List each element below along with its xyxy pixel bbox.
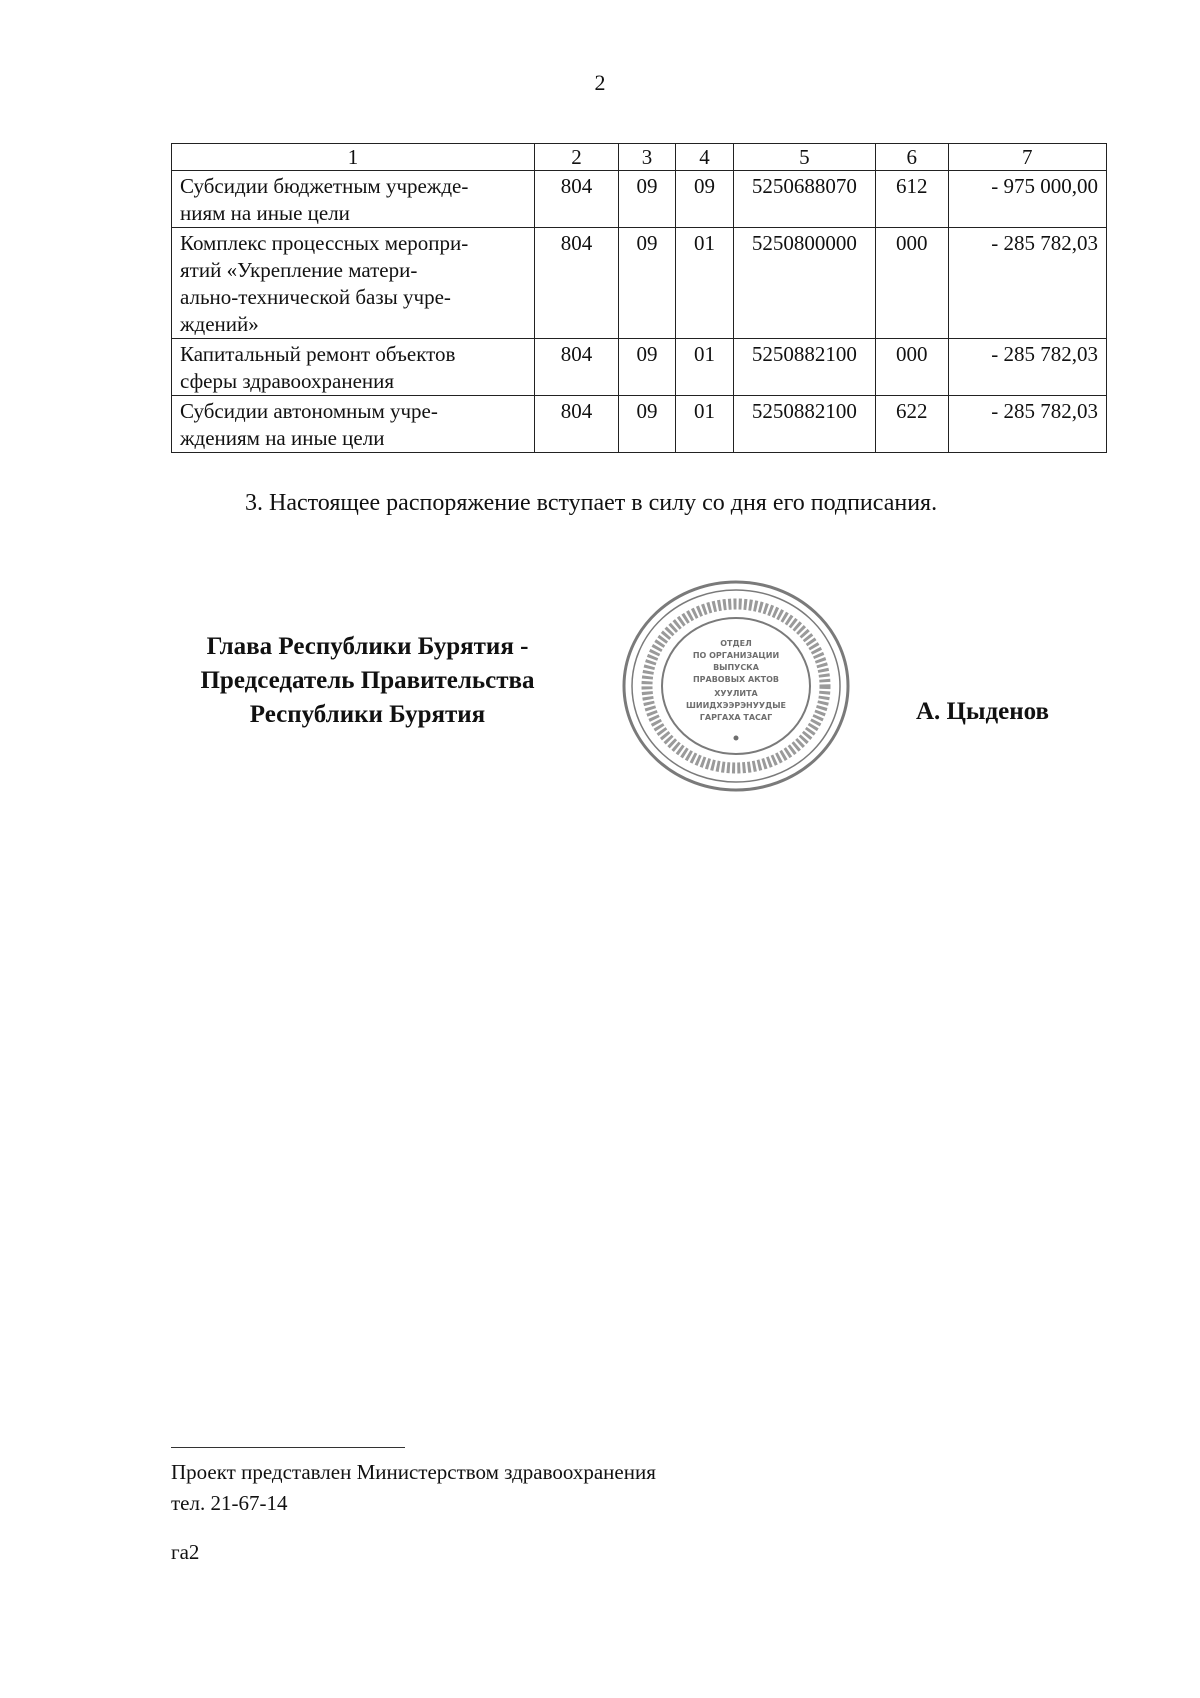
row-cell-3: 09 bbox=[618, 228, 675, 339]
table-header-row bbox=[172, 144, 1107, 171]
table-row bbox=[172, 171, 1107, 228]
row-name-line: ятий «Укрепление матери- bbox=[180, 258, 418, 282]
row-cell-6: 622 bbox=[875, 396, 948, 453]
stamp-line: ГАРГАХА ТАСАГ bbox=[699, 713, 773, 722]
official-seal-stamp bbox=[620, 578, 852, 794]
header-col-3: 3 bbox=[618, 144, 675, 171]
stamp-line: ПО ОРГАНИЗАЦИИ bbox=[692, 651, 780, 660]
row-cell-3: 09 bbox=[618, 171, 675, 228]
table-row bbox=[172, 339, 1107, 396]
row-cell-3: 09 bbox=[618, 396, 675, 453]
signer-name: А. Цыденов bbox=[916, 698, 1050, 725]
footnote-divider bbox=[171, 1447, 405, 1448]
row-name-line: ждений» bbox=[180, 312, 259, 336]
row-cell-5: 5250882100 bbox=[733, 339, 875, 396]
row-cell-2: 804 bbox=[535, 228, 619, 339]
row-name-line: ниям на иные цели bbox=[180, 201, 350, 225]
footnote-line: тел. 21-67-14 bbox=[171, 1491, 288, 1515]
row-cell-2: 804 bbox=[535, 171, 619, 228]
row-cell-6: 000 bbox=[875, 339, 948, 396]
header-col-1: 1 bbox=[172, 144, 535, 171]
row-cell-6: 612 bbox=[875, 171, 948, 228]
signer-position-line: Республики Бурятия bbox=[249, 701, 486, 728]
row-name-cell bbox=[172, 396, 535, 453]
row-name-line: Капитальный ремонт объектов bbox=[180, 342, 456, 366]
header-col-6: 6 bbox=[875, 144, 948, 171]
row-name-cell bbox=[172, 171, 535, 228]
stamp-line: ШИИДХЭЭРЭНУУДЫЕ bbox=[686, 701, 786, 710]
row-name-line: Субсидии автономным учре- bbox=[180, 399, 438, 423]
row-cell-4: 09 bbox=[676, 171, 733, 228]
row-cell-2: 804 bbox=[535, 396, 619, 453]
stamp-line: ОТДЕЛ bbox=[720, 639, 752, 648]
row-cell-7: - 285 782,03 bbox=[948, 339, 1106, 396]
row-cell-5: 5250882100 bbox=[733, 396, 875, 453]
header-col-2: 2 bbox=[535, 144, 619, 171]
row-cell-5: 5250800000 bbox=[733, 228, 875, 339]
stamp-line: ВЫПУСКА bbox=[713, 663, 759, 672]
header-col-5: 5 bbox=[733, 144, 875, 171]
row-cell-7: - 975 000,00 bbox=[948, 171, 1106, 228]
row-cell-3: 09 bbox=[618, 339, 675, 396]
row-cell-4: 01 bbox=[676, 339, 733, 396]
row-cell-2: 804 bbox=[535, 339, 619, 396]
signer-position bbox=[170, 630, 565, 732]
header-col-4: 4 bbox=[676, 144, 733, 171]
page-number: 2 bbox=[594, 70, 606, 95]
budget-table bbox=[171, 143, 1107, 453]
row-name-line: Субсидии бюджетным учрежде- bbox=[180, 174, 469, 198]
table-row bbox=[172, 228, 1107, 339]
signer-position-line: Глава Республики Бурятия - bbox=[206, 633, 529, 660]
header-col-7: 7 bbox=[948, 144, 1106, 171]
signer-position-line: Председатель Правительства bbox=[200, 667, 535, 694]
table-row bbox=[172, 396, 1107, 453]
row-name-cell bbox=[172, 228, 535, 339]
row-name-line: ально-технической базы учре- bbox=[180, 285, 451, 309]
footnote bbox=[171, 1457, 656, 1519]
row-name-line: ждениям на иные цели bbox=[180, 426, 385, 450]
row-cell-4: 01 bbox=[676, 396, 733, 453]
row-cell-4: 01 bbox=[676, 228, 733, 339]
row-name-line: Комплекс процессных меропри- bbox=[180, 231, 469, 255]
row-name-cell bbox=[172, 339, 535, 396]
row-cell-5: 5250688070 bbox=[733, 171, 875, 228]
row-cell-7: - 285 782,03 bbox=[948, 228, 1106, 339]
row-cell-6: 000 bbox=[875, 228, 948, 339]
footnote-line: Проект представлен Министерством здравоохранения bbox=[171, 1460, 656, 1484]
stamp-line: ПРАВОВЫХ АКТОВ bbox=[692, 675, 780, 684]
clause-3: 3. Настоящее распоряжение вступает в силу со дня его подписания. bbox=[245, 490, 938, 516]
row-name-line: сферы здравоохранения bbox=[180, 369, 395, 393]
stamp-line: ХУУЛИТА bbox=[714, 689, 758, 698]
document-code: га2 bbox=[171, 1540, 200, 1564]
row-cell-7: - 285 782,03 bbox=[948, 396, 1106, 453]
